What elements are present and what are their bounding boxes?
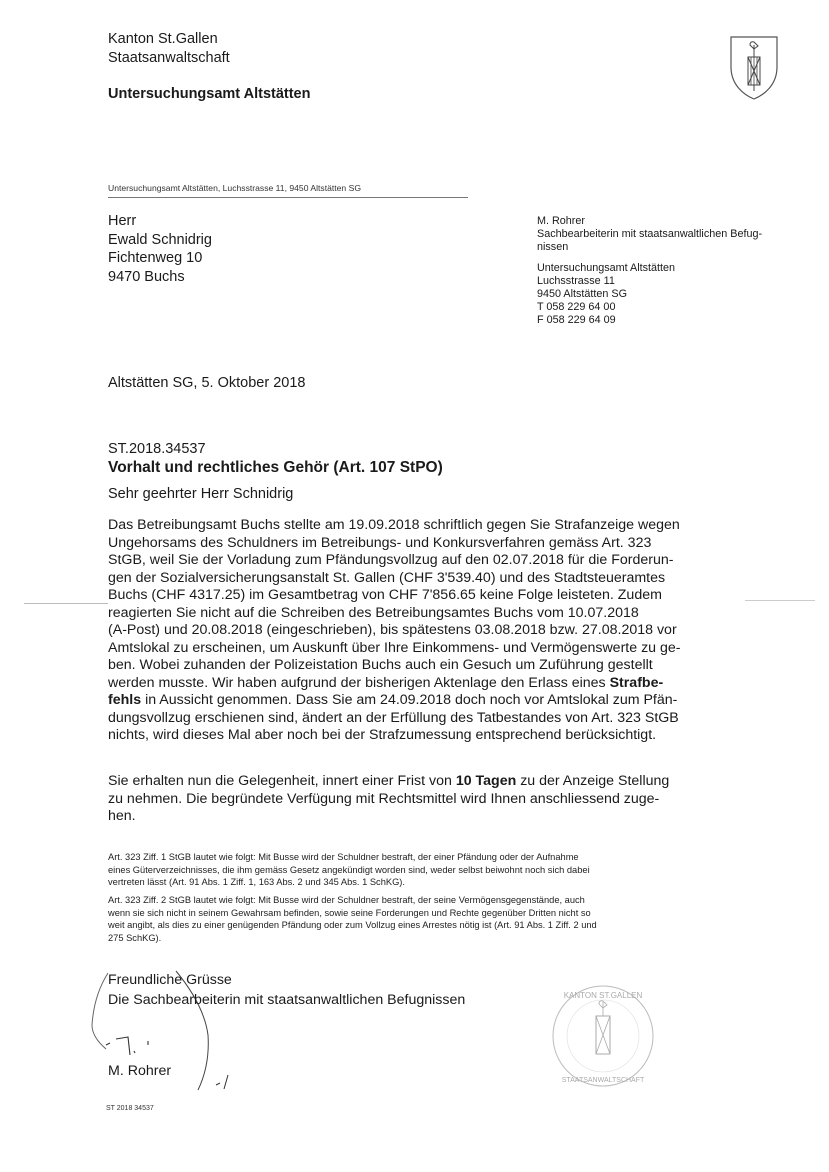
text-line: vertreten lässt (Art. 91 Abs. 1 Ziff. 1, 163 Abs. 2 und 345 Abs. 1 SchKG). [108,877,405,887]
text-line: Art. 323 Ziff. 1 StGB lautet wie folgt: Mit Busse wird der Schuldner bestraft, der einer Pfändung oder der Aufnahme [108,852,579,862]
contact-fax: F 058 229 64 09 [537,314,616,327]
st-gallen-coat-of-arms-icon [728,33,780,101]
recipient-salutation: Herr [108,213,137,229]
text-span: in Aussicht genommen. Dass Sie am 24.09.2018 doch noch vor Amtslokal zum Pfän- [141,692,678,708]
body-paragraph-1 [108,517,748,745]
contact-city: 9450 Altstätten SG [537,288,628,301]
footer-reference: ST 2018 34537 [106,1105,154,1112]
signer-name: M. Rohrer [108,1063,172,1079]
text-line: wenn sie sich nicht in seinem Gewahrsam befinden, sowie seine Forderungen und Rechte gegenüber Dritten nicht so [108,907,591,918]
contact-name: M. Rohrer [537,215,585,227]
contact-phone: T 058 229 64 00 [537,301,616,314]
text-line: Buchs (CHF 4317.25) im Gesamtbetrag von CHF 7'856.65 keine Folge leisteten. Zudem [108,587,662,603]
official-stamp-icon [543,978,673,1096]
recipient-address [108,212,212,287]
text-span: werden musste. Wir haben aufgrund der bisherigen Aktenlage den Erlass eines [108,674,610,691]
text-line: hen. [108,808,136,824]
office-name: Untersuchungsamt Altstätten [108,86,311,102]
contact-street: Luchsstrasse 11 [537,274,615,287]
contact-block [537,215,797,328]
text-span: zu der Anzeige Stellung [516,773,670,789]
text-line: reagierten Sie nicht auf die Schreiben des Betreibungsamtes Buchs vom 10.07.2018 [108,604,639,621]
emphasis-strafbefehl: Strafbe- [609,674,664,691]
legal-note-2 [108,894,728,944]
recipient-city: 9470 Buchs [108,269,185,286]
sender-return-address: Untersuchungsamt Altstätten, Luchsstrasse 11, 9450 Altstätten SG [108,183,468,198]
closing-role: Die Sachbearbeiterin mit staatsanwaltlichen Befugnissen [108,992,466,1008]
text-line: zu nehmen. Die begründete Verfügung mit Rechtsmittel wird Ihnen anschliessend zuge- [108,790,660,807]
text-line: dungsvollzug erschienen sind, ändert an der Erfüllung des Tatbestandes von Art. 323 StGB [108,709,679,726]
text-line: ben. Wobei zuhanden der Polizeistation Buchs auch ein Gesuch um Zuführung gestellt [108,657,653,673]
contact-title-line2: nissen [537,241,569,254]
text-line [108,692,748,710]
text-line: nichts, wird dieses Mal aber noch bei der Strafzumessung entsprechend berücksichtigt. [108,727,657,743]
body-paragraph-2 [108,773,748,826]
text-line: eines Güterverzeichnisses, die ihm gemäss Gesetz angekündigt worden sind, weder selbst beiwohnt noch sich dabei [108,864,590,875]
letter-date: Altstätten SG, 5. Oktober 2018 [108,375,306,391]
scan-artifact-line [745,600,815,601]
contact-title-line1: Sachbearbeiterin mit staatsanwaltlichen Befug- [537,228,763,241]
text-line: StGB, weil Sie der Vorladung zum Pfändungsvollzug auf den 02.07.2018 für die Forderun- [108,552,674,568]
contact-office: Untersuchungsamt Altstätten [537,261,676,274]
letter-subject: Vorhalt und rechtliches Gehör (Art. 107 StPO) [108,459,443,476]
text-line: Das Betreibungsamt Buchs stellte am 19.09.2018 schriftlich gegen Sie Strafanzeige wegen [108,517,680,533]
emphasis-strafbefehl-end: fehls [108,692,142,708]
svg-text:KANTON ST.GALLEN: KANTON ST.GALLEN [563,991,643,1000]
text-line: Amtslokal zu erscheinen, um Auskunft über Ihre Einkommens- und Vermögenswerte zu ge- [108,639,681,656]
text-line [108,773,748,791]
greeting: Sehr geehrter Herr Schnidrig [108,486,294,502]
scan-artifact-line [24,603,108,604]
svg-text:STAATSANWALTSCHAFT: STAATSANWALTSCHAFT [561,1077,645,1084]
text-span: Sie erhalten nun die Gelegenheit, innert einer Frist von [108,773,456,789]
emphasis-deadline: 10 Tagen [455,773,517,789]
text-line [108,675,748,693]
recipient-name: Ewald Schnidrig [108,231,212,248]
closing-regards: Freundliche Grüsse [108,972,232,988]
text-line: Art. 323 Ziff. 2 StGB lautet wie folgt: Mit Busse wird der Schuldner bestraft, der seine Vermögensgegenstände, auch [108,895,585,905]
closing-block [108,970,465,1010]
text-line: (A-Post) und 20.08.2018 (eingeschrieben), bis spätestens 03.08.2018 bzw. 27.08.2018 vor [108,622,677,638]
text-line: Ungehorsams des Schuldners im Betreibungs- und Konkursverfahren gemäss Art. 323 [108,534,652,551]
text-line: weit angibt, als dies zu einer genügenden Pfändung oder zum Vollzug eines Arrestes nötig ist (Art. 91 Abs. 1 Ziff. 2 und [108,920,597,930]
canton-name: Kanton St.Gallen [108,31,218,47]
reference-number: ST.2018.34537 [108,441,206,457]
text-line: 275 SchKG). [108,932,162,943]
letterhead [108,30,310,104]
recipient-street: Fichtenweg 10 [108,250,203,267]
text-line: gen der Sozialversicherungsanstalt St. Gallen (CHF 3'539.40) und des Stadtsteueramtes [108,569,666,586]
department-name: Staatsanwaltschaft [108,50,230,66]
legal-note-1 [108,851,728,889]
